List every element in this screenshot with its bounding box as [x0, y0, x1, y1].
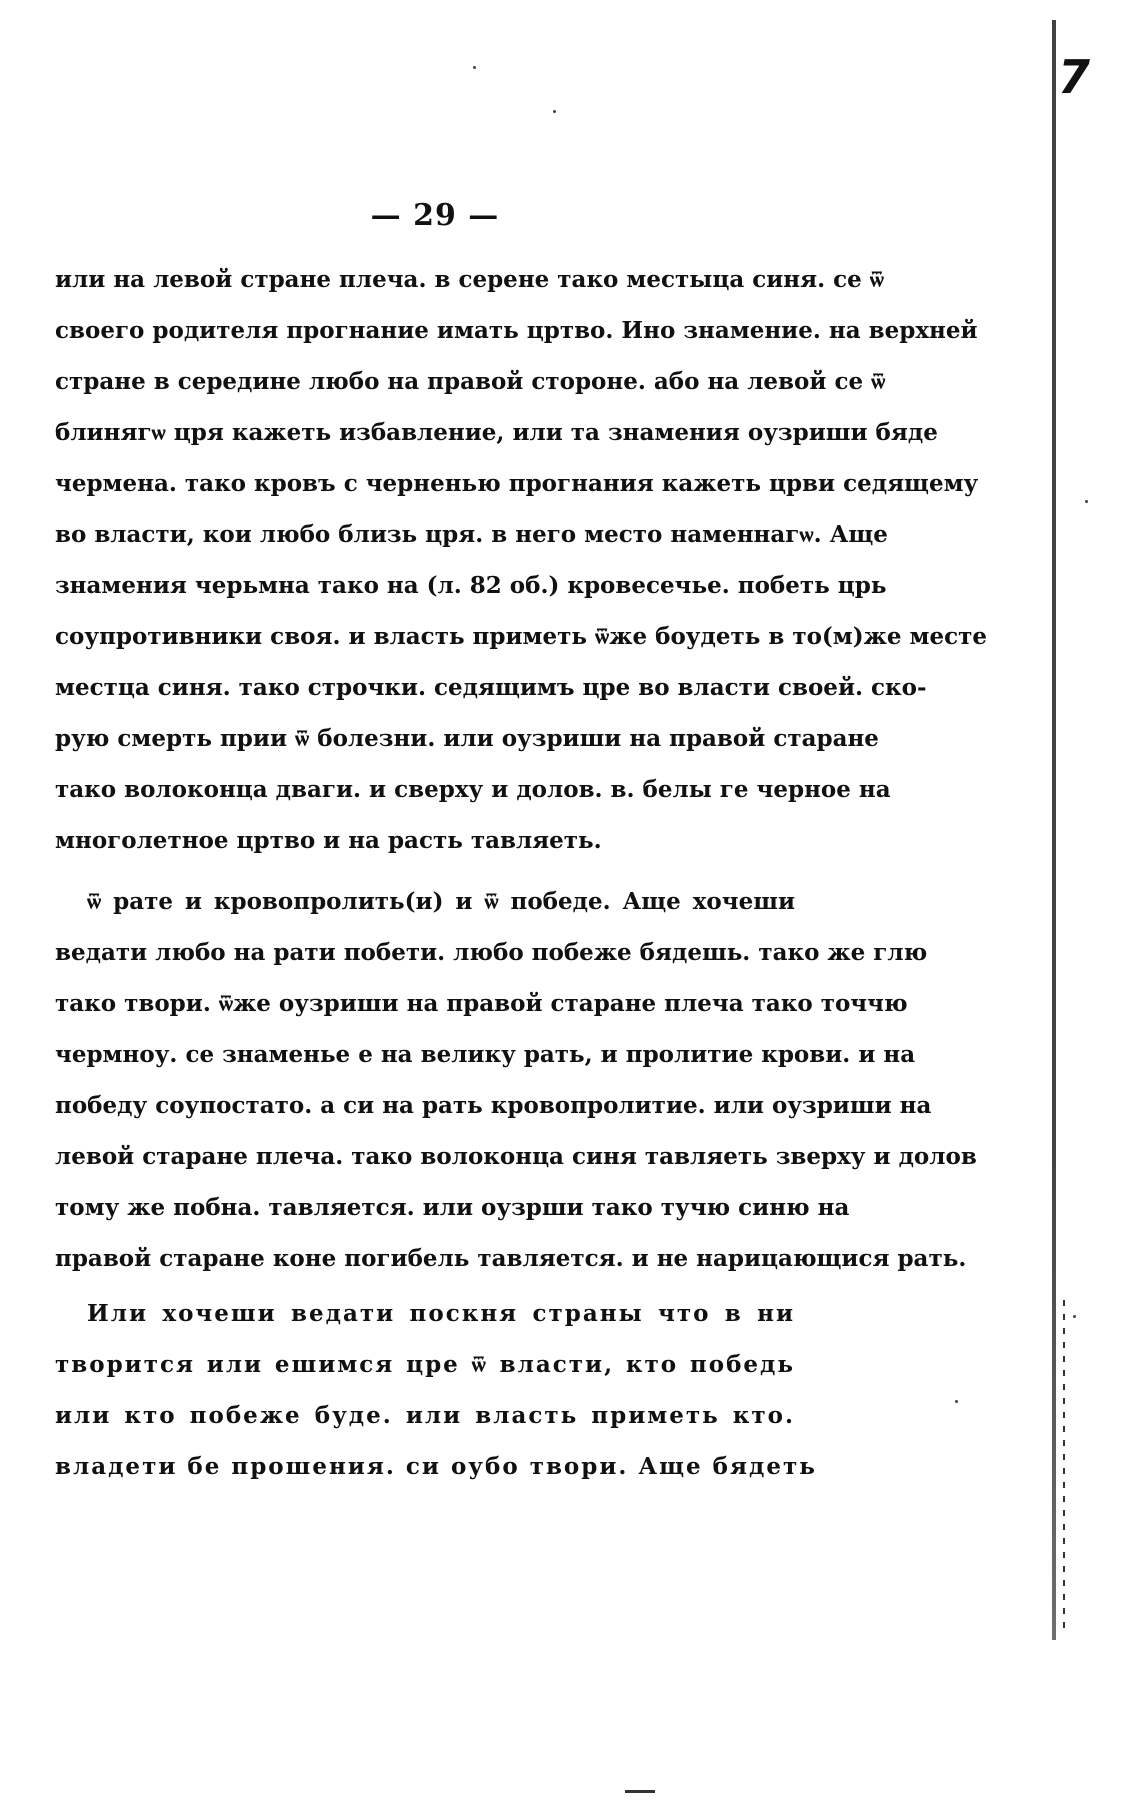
text-line: тому же побна. тавляется. или оузрши тако тучю синю на	[55, 1194, 850, 1221]
text-line: ведати любо на рати побети. любо побеже бядешь. тако же глю	[55, 939, 928, 966]
text-line: тако волоконца дваги. и сверху и долов. в. белы ге черное на	[55, 776, 891, 803]
text-line: творится или ешимся цре ѿ власти, кто победь	[55, 1351, 795, 1378]
text-line: чермноу. се знаменье е на велику рать, и пролитие крови. и на	[55, 1041, 916, 1068]
speck	[553, 110, 556, 113]
text-line: своего родителя прогнание имать цртво. Ино знамение. на верхней	[55, 317, 978, 344]
text-line: соупротивники своя. и власть приметь ѿже боудеть в то(м)же месте	[55, 623, 988, 650]
speck	[1085, 500, 1088, 503]
text-line: Или хочеши ведати поскня страны что в ни	[87, 1300, 795, 1327]
text-line: владети бе прошения. си оубо твори. Аще бядеть	[55, 1453, 817, 1480]
paragraph-1	[55, 254, 988, 866]
page-number: — 29 —	[370, 198, 500, 233]
speck	[1073, 1315, 1076, 1318]
corner-mark: 7	[1058, 50, 1091, 104]
paragraph-3	[55, 1288, 817, 1492]
text-line: или кто побеже буде. или власть приметь кто.	[55, 1402, 795, 1429]
text-line: правой старане коне погибель тавляется. и не нарицающися рать.	[55, 1245, 967, 1272]
page-edge-dashes	[1063, 1300, 1065, 1630]
text-line: левой старане плеча. тако волоконца синя тавляеть зверху и долов	[55, 1143, 977, 1170]
text-line: стране в середине любо на правой стороне. або на левой се ѿ	[55, 368, 886, 395]
bottom-mark	[625, 1790, 655, 1793]
speck	[473, 66, 476, 69]
text-line: тако твори. ѿже оузриши на правой старане плеча тако точчю	[55, 990, 908, 1017]
text-line: блинягѡ цря кажеть избавление, или та знамения оузриши бяде	[55, 419, 938, 446]
text-line: ѿ рате и кровопролить(и) и ѿ победе. Аще хочеши	[87, 888, 795, 915]
text-line: или на левой стране плеча. в серене тако местыца синя. се ѿ	[55, 266, 885, 293]
text-line: чермена. тако кровъ с черненью прогнания кажеть црви седящему	[55, 470, 979, 497]
text-line: многолетное цртво и на расть тавляеть.	[55, 827, 602, 854]
paragraph-2	[55, 876, 977, 1284]
text-line: знамения черьмна тако на (л. 82 об.) кровесечье. побеть црь	[55, 572, 887, 599]
speck	[955, 1400, 958, 1403]
text-line: во власти, кои любо близь цря. в него место наменнагѡ. Аще	[55, 521, 888, 548]
text-line: рую смерть прии ѿ болезни. или оузриши на правой старане	[55, 725, 879, 752]
page-edge-line	[1052, 20, 1056, 1640]
text-line: победу соупостато. а си на рать кровопролитие. или оузриши на	[55, 1092, 932, 1119]
text-line: местца синя. тако строчки. седящимъ цре во власти своей. ско-	[55, 674, 927, 701]
